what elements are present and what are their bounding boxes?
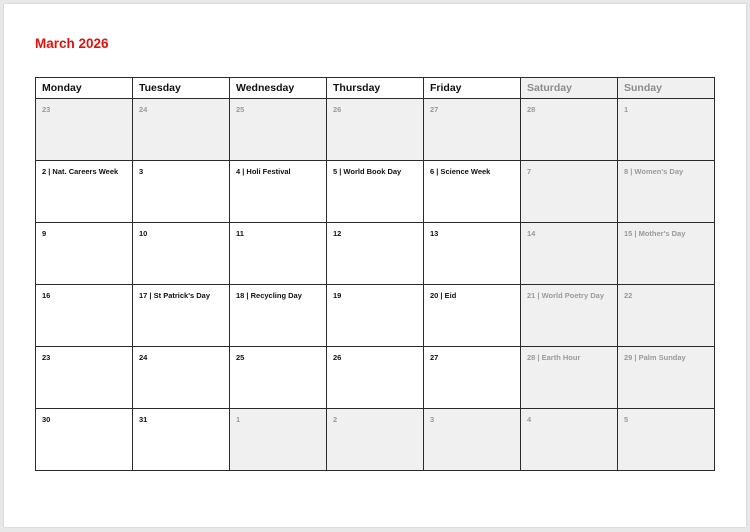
day-label: 27	[430, 353, 439, 362]
day-cell	[133, 285, 230, 347]
day-label: 25	[236, 353, 245, 362]
day-label: 6 | Science Week	[430, 167, 491, 176]
weekday-tuesday: Tuesday	[133, 78, 230, 99]
day-cell	[327, 99, 424, 161]
day-cell	[133, 347, 230, 409]
weekday-sunday: Sunday	[618, 78, 715, 99]
day-label: 17 | St Patrick's Day	[139, 291, 211, 300]
day-cell	[133, 161, 230, 223]
day-label: 19	[333, 291, 342, 300]
calendar-weeks	[36, 99, 715, 471]
day-cell	[327, 347, 424, 409]
week-row	[36, 223, 715, 285]
day-label: 4	[527, 415, 532, 424]
day-cell	[230, 161, 327, 223]
week-row	[36, 161, 715, 223]
day-label: 26	[333, 105, 342, 114]
day-label: 1	[236, 415, 241, 424]
day-label: 30	[42, 415, 51, 424]
day-label: 16	[42, 291, 51, 300]
day-label: 4 | Holi Festival	[236, 167, 291, 176]
day-cell	[327, 161, 424, 223]
day-cell	[36, 99, 133, 161]
calendar-grid	[35, 77, 715, 471]
day-cell	[327, 409, 424, 471]
document-page	[4, 4, 746, 527]
calendar-title: March 2026	[35, 36, 109, 51]
week-row	[36, 99, 715, 161]
day-cell	[521, 285, 618, 347]
day-cell	[618, 285, 715, 347]
weekday-thursday: Thursday	[327, 78, 424, 99]
weekday-friday: Friday	[424, 78, 521, 99]
day-label: 22	[624, 291, 633, 300]
day-label: 18 | Recycling Day	[236, 291, 302, 300]
day-label: 10	[139, 229, 148, 238]
weekday-saturday: Saturday	[521, 78, 618, 99]
day-label: 26	[333, 353, 342, 362]
day-label: 23	[42, 353, 51, 362]
week-row	[36, 347, 715, 409]
day-label: 25	[236, 105, 245, 114]
day-label: 21 | World Poetry Day	[527, 291, 604, 300]
day-label: 12	[333, 229, 342, 238]
day-label: 9	[42, 229, 47, 238]
day-cell	[424, 99, 521, 161]
day-cell	[133, 223, 230, 285]
day-label: 31	[139, 415, 148, 424]
day-label: 20 | Eid	[430, 291, 457, 300]
day-cell	[230, 409, 327, 471]
day-label: 24	[139, 353, 148, 362]
day-label: 5	[624, 415, 629, 424]
day-cell	[36, 409, 133, 471]
weekday-wednesday: Wednesday	[230, 78, 327, 99]
day-cell	[133, 99, 230, 161]
day-cell	[36, 161, 133, 223]
day-cell	[327, 285, 424, 347]
day-label: 2 | Nat. Careers Week	[42, 167, 119, 176]
day-label: 28 | Earth Hour	[527, 353, 581, 362]
day-cell	[521, 99, 618, 161]
day-cell	[230, 285, 327, 347]
day-label: 29 | Palm Sunday	[624, 353, 686, 362]
day-cell	[618, 409, 715, 471]
day-label: 2	[333, 415, 338, 424]
day-cell	[230, 99, 327, 161]
day-label: 3	[430, 415, 435, 424]
day-label: 7	[527, 167, 532, 176]
weekday-header	[36, 78, 715, 99]
day-label: 13	[430, 229, 439, 238]
day-label: 8 | Women's Day	[624, 167, 684, 176]
day-cell	[618, 99, 715, 161]
day-cell	[521, 347, 618, 409]
day-cell	[618, 223, 715, 285]
day-cell	[618, 161, 715, 223]
day-cell	[424, 409, 521, 471]
day-label: 23	[42, 105, 51, 114]
day-cell	[36, 223, 133, 285]
day-cell	[424, 285, 521, 347]
day-cell	[133, 409, 230, 471]
day-label: 24	[139, 105, 148, 114]
day-cell	[424, 161, 521, 223]
day-label: 28	[527, 105, 536, 114]
week-row	[36, 285, 715, 347]
day-cell	[521, 409, 618, 471]
day-cell	[36, 285, 133, 347]
day-cell	[521, 223, 618, 285]
weekday-monday: Monday	[36, 78, 133, 99]
weekday-header-row	[36, 78, 715, 99]
day-cell	[521, 161, 618, 223]
day-cell	[230, 347, 327, 409]
day-label: 14	[527, 229, 536, 238]
day-cell	[618, 347, 715, 409]
day-label: 15 | Mother's Day	[624, 229, 686, 238]
day-label: 11	[236, 229, 244, 238]
day-cell	[36, 347, 133, 409]
day-cell	[327, 223, 424, 285]
day-cell	[424, 347, 521, 409]
day-label: 27	[430, 105, 439, 114]
day-label: 1	[624, 105, 629, 114]
week-row	[36, 409, 715, 471]
day-label: 5 | World Book Day	[333, 167, 402, 176]
day-label: 3	[139, 167, 144, 176]
day-cell	[424, 223, 521, 285]
day-cell	[230, 223, 327, 285]
